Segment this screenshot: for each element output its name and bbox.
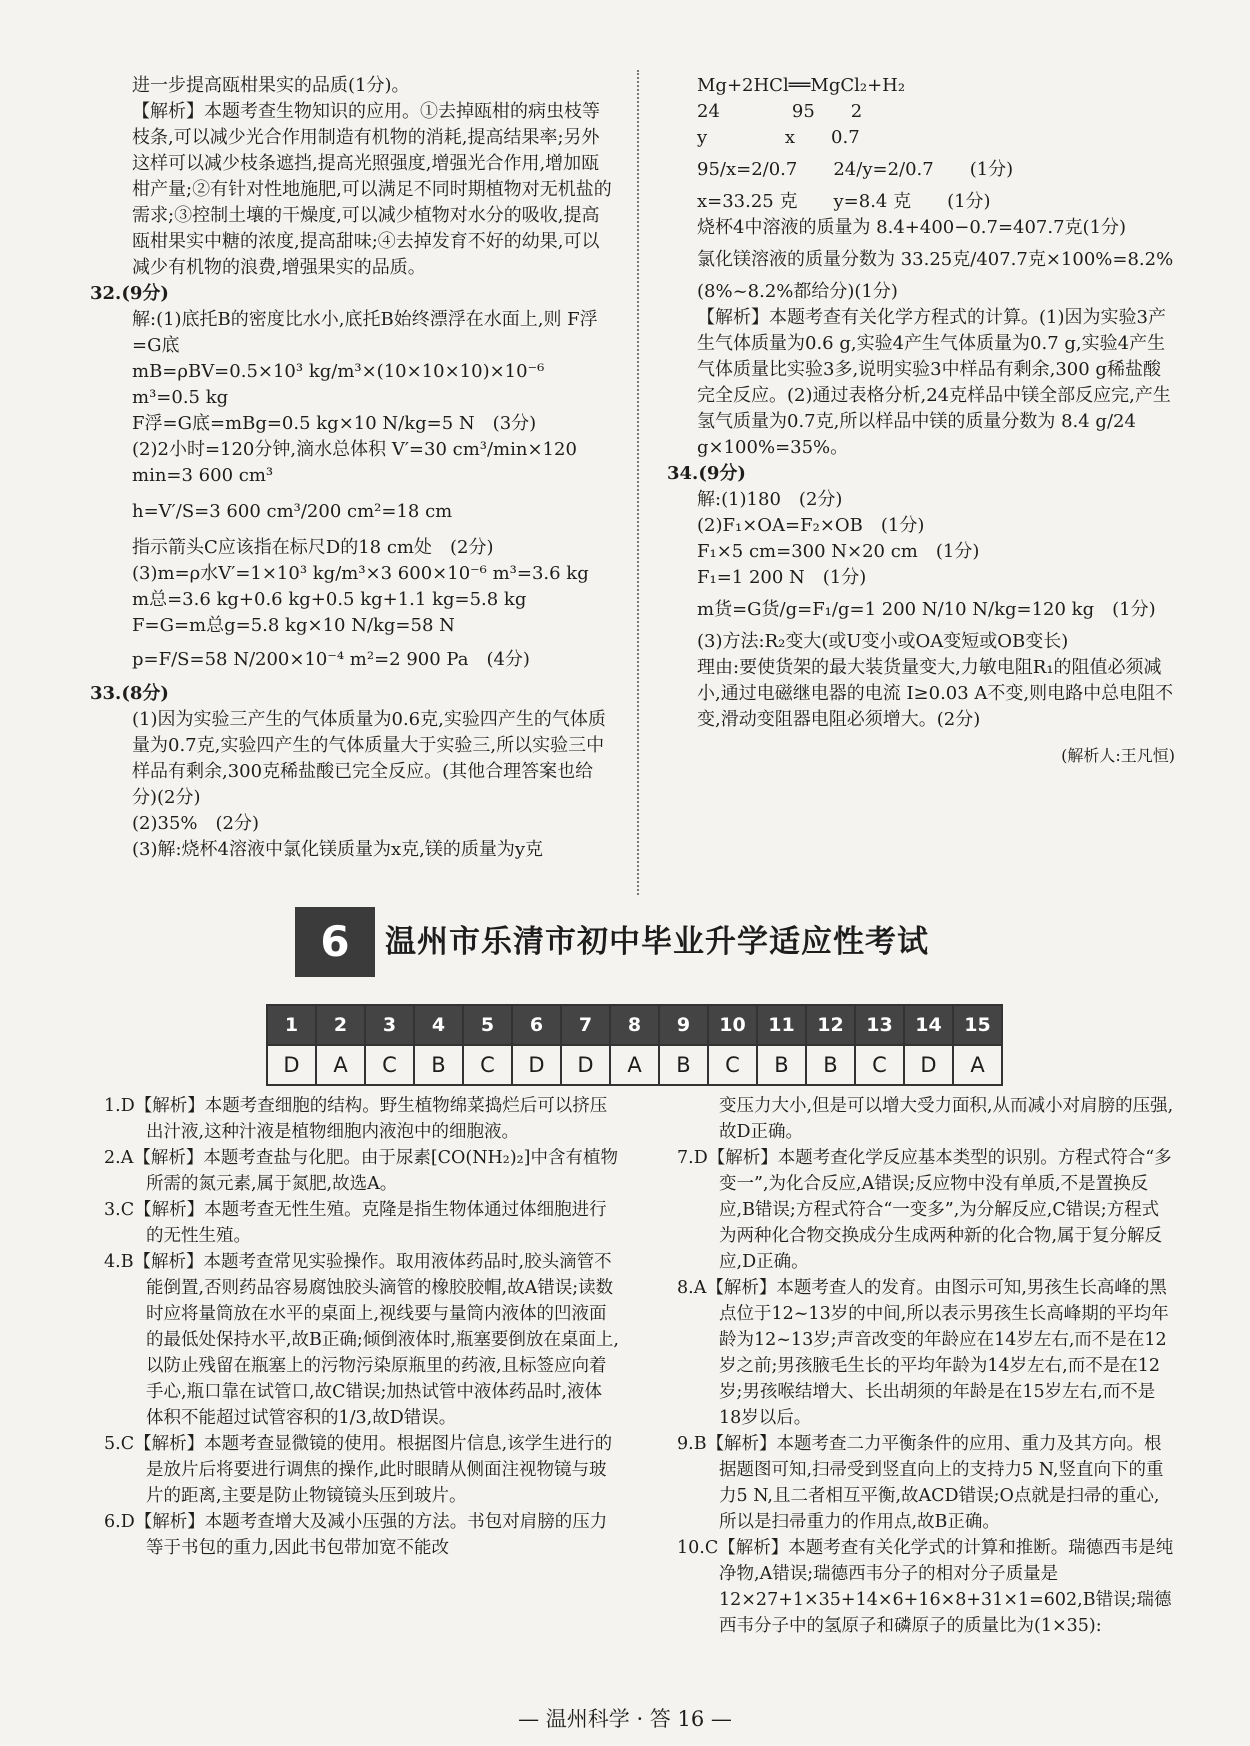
- section-number: 6: [295, 907, 375, 977]
- text-line: (2)2小时=120分钟,滴水总体积 V′=30 cm³/min×120 min=3 600 cm³: [132, 439, 583, 486]
- answer-explanation: 3.C【解析】本题考查无性生殖。克隆是指生物体通过体细胞进行的无性生殖。: [104, 1200, 607, 1246]
- question-number: 9: [659, 1005, 708, 1045]
- equation-line: Mg+2HCl══MgCl₂+H₂: [697, 75, 906, 96]
- text-line: 理由:要使货架的最大装货量变大,力敏电阻R₁的阻值必须减小,通过电磁继电器的电流 I≥0.03 A不变,则电路中总电阻不变,滑动变阻器电阻必须增大。(2分): [697, 657, 1174, 730]
- text-line: (2)F₁×OA=F₂×OB (1分): [697, 515, 925, 536]
- question-number: 11: [757, 1005, 806, 1045]
- answer-explanation: 8.A【解析】本题考查人的发育。由图示可知,男孩生长高峰的黑点位于12~13岁的中间,所以表示男孩生长高峰期的平均年龄为12~13岁;声音改变的年龄应在14岁左右,而不是在12岁之前;男孩腋毛生长的平均年龄为14岁左右,而不是在12岁;男孩喉结增大、长出胡须的年龄是在15岁左右,而不是18岁以后。: [677, 1278, 1169, 1428]
- lower-right-column: [677, 1093, 1175, 1639]
- answer-cell: C: [365, 1045, 414, 1085]
- equation-line: y x 0.7: [697, 127, 860, 148]
- question-number: 4: [414, 1005, 463, 1045]
- answer-cell: C: [463, 1045, 512, 1085]
- analysis-paragraph: 【解析】本题考查生物知识的应用。①去掉瓯柑的病虫枝等枝条,可以减少光合作用制造有机物的消耗,提高结果率;另外这样可以减少枝条遮挡,提高光照强度,增强光合作用,增加瓯柑产量;②有针对性地施肥,可以满足不同时期植物对无机盐的需求;③控制土壤的干燥度,可以减少植物对水分的吸收,提高瓯柑果实中糖的浓度,提高甜味;④去掉发育不好的幼果,可以减少有机物的浪费,增强果实的品质。: [132, 101, 612, 278]
- upper-left-column: [90, 73, 617, 863]
- answer-explanation: 10.C【解析】本题考查有关化学式的计算和推断。瑞德西韦是纯净物,A错误;瑞德西韦分子的相对分子质量是12×27+1×35+14×6+16×8+31×1=602,B错误;瑞德西韦分子中的氢原子和磷原子的质量比为(1×35):: [677, 1538, 1174, 1636]
- analyst-signature: (解析人:王凡恒): [1061, 746, 1175, 765]
- answer-cell: C: [708, 1045, 757, 1085]
- answer-cell: D: [561, 1045, 610, 1085]
- question-number: 13: [855, 1005, 904, 1045]
- section-title: 温州市乐清市初中毕业升学适应性考试: [385, 924, 929, 960]
- question-number: 7: [561, 1005, 610, 1045]
- text-line: (8%~8.2%都给分)(1分): [697, 281, 898, 302]
- answer-table-answers: [267, 1045, 1002, 1085]
- text-line: 指示箭头C应该指在标尺D的18 cm处 (2分): [132, 537, 494, 558]
- upper-right-column: [667, 73, 1175, 769]
- text-line: mB=ρBV=0.5×10³ kg/m³×(10×10×10)×10⁻⁶ m³=0.5 kg: [132, 361, 551, 408]
- formula-line: p=F/S=58 N/200×10⁻⁴ m²=2 900 Pa (4分): [132, 649, 530, 670]
- text-line: (3)解:烧杯4溶液中氯化镁质量为x克,镁的质量为y克: [132, 839, 544, 860]
- answer-cell: D: [904, 1045, 953, 1085]
- answer-explanation: 6.D【解析】本题考查增大及减小压强的方法。书包对肩膀的压力等于书包的重力,因此书包带加宽不能改: [104, 1512, 608, 1558]
- text-line: F₁=1 200 N (1分): [697, 567, 867, 588]
- analysis-paragraph: 【解析】本题考查有关化学方程式的计算。(1)因为实验3产生气体质量为0.6 g,实验4产生气体质量为0.7 g,实验4产生气体质量比实验3多,说明实验3中样品有剩余,300 g稀盐酸完全反应。(2)通过表格分析,24克样品中镁全部反应完,产生氢气质量为0.7克,所以样品中镁的质量分数为 8.4 g/24 g×100%=35%。: [697, 307, 1171, 458]
- question-heading: 34.(9分): [667, 463, 746, 484]
- text-line: m总=3.6 kg+0.6 kg+0.5 kg+1.1 kg=5.8 kg: [132, 589, 527, 610]
- question-number: 15: [953, 1005, 1002, 1045]
- column-divider: [637, 70, 639, 895]
- lower-left-column: [104, 1093, 619, 1561]
- answer-cell: B: [757, 1045, 806, 1085]
- text-line: 解:(1)180 (2分): [697, 489, 843, 510]
- question-number: 12: [806, 1005, 855, 1045]
- formula-line: 氯化镁溶液的质量分数为 33.25克/407.7克×100%=8.2%: [697, 249, 1174, 270]
- answer-explanation: 4.B【解析】本题考查常见实验操作。取用液体药品时,胶头滴管不能倒置,否则药品容易腐蚀胶头滴管的橡胶胶帽,故A错误;读数时应将量筒放在水平的桌面上,视线要与量筒内液体的凹液面的最低处保持水平,故B正确;倾倒液体时,瓶塞要倒放在桌面上,以防止残留在瓶塞上的污物污染原瓶里的药液,且标签应向着手心,瓶口靠在试管口,故C错误;加热试管中液体药品时,液体体积不能超过试管容积的1/3,故D错误。: [104, 1252, 619, 1428]
- formula-line: 95/x=2/0.7 24/y=2/0.7 (1分): [697, 159, 1014, 180]
- text-line: F浮=G底=mBg=0.5 kg×10 N/kg=5 N (3分): [132, 413, 537, 434]
- question-heading: 32.(9分): [90, 283, 169, 304]
- question-number: 5: [463, 1005, 512, 1045]
- text-line: (3)m=ρ水V′=1×10³ kg/m³×3 600×10⁻⁶ m³=3.6 kg: [132, 563, 589, 584]
- question-number: 2: [316, 1005, 365, 1045]
- question-number: 14: [904, 1005, 953, 1045]
- text-line: 解:(1)底托B的密度比水小,底托B始终漂浮在水面上,则 F浮=G底: [132, 309, 598, 356]
- text-line: F=G=m总g=5.8 kg×10 N/kg=58 N: [132, 615, 455, 636]
- text-line: F₁×5 cm=300 N×20 cm (1分): [697, 541, 980, 562]
- answer-explanation: 7.D【解析】本题考查化学反应基本类型的识别。方程式符合“多变一”,为化合反应,A错误;反应物中没有单质,不是置换反应,B错误;方程式符合“一变多”,为分解反应,C错误;方程式为两种化合物交换成分生成两种新的化合物,属于复分解反应,D正确。: [677, 1148, 1172, 1272]
- question-number: 3: [365, 1005, 414, 1045]
- answer-table-numbers: [267, 1005, 1002, 1045]
- formula-line: m货=G货/g=F₁/g=1 200 N/10 N/kg=120 kg (1分): [697, 599, 1156, 620]
- answer-cell: A: [610, 1045, 659, 1085]
- answer-explanation: 5.C【解析】本题考查显微镜的使用。根据图片信息,该学生进行的是放片后将要进行调焦的操作,此时眼睛从侧面注视物镜与玻片的距离,主要是防止物镜镜头压到玻片。: [104, 1434, 613, 1506]
- answer-cell: C: [855, 1045, 904, 1085]
- section-heading: [295, 907, 1000, 977]
- answer-cell: A: [953, 1045, 1002, 1085]
- answer-cell: B: [659, 1045, 708, 1085]
- text-line: (2)35% (2分): [132, 813, 260, 834]
- answer-explanation: 2.A【解析】本题考查盐与化肥。由于尿素[CO(NH₂)₂]中含有植物所需的氮元素,属于氮肥,故选A。: [104, 1148, 618, 1194]
- text-line: 烧杯4中溶液的质量为 8.4+400−0.7=407.7克(1分): [697, 217, 1127, 238]
- question-number: 6: [512, 1005, 561, 1045]
- equation-line: 24 95 2: [697, 101, 863, 122]
- question-number: 10: [708, 1005, 757, 1045]
- answer-cell: B: [806, 1045, 855, 1085]
- text-line: (1)因为实验三产生的气体质量为0.6克,实验四产生的气体质量为0.7克,实验四产生的气体质量大于实验三,所以实验三中样品有剩余,300克稀盐酸已完全反应。(其他合理答案也给分)(2分): [132, 709, 606, 808]
- answer-cell: A: [316, 1045, 365, 1085]
- answer-explanation: 变压力大小,但是可以增大受力面积,从而减小对肩膀的压强,故D正确。: [719, 1096, 1174, 1142]
- answer-cell: D: [512, 1045, 561, 1085]
- text-line: x=33.25 克 y=8.4 克 (1分): [697, 191, 991, 212]
- answer-explanation: 9.B【解析】本题考查二力平衡条件的应用、重力及其方向。根据题图可知,扫帚受到竖直向上的支持力5 N,竖直向下的重力5 N,且二者相互平衡,故ACD错误;O点就是扫帚的重心,所以是扫帚重力的作用点,故B正确。: [677, 1434, 1164, 1532]
- answer-explanation: 1.D【解析】本题考查细胞的结构。野生植物绵菜捣烂后可以挤压出汁液,这种汁液是植物细胞内液泡中的细胞液。: [104, 1096, 608, 1142]
- question-heading: 33.(8分): [90, 683, 169, 704]
- text-line: (3)方法:R₂变大(或U变小或OA变短或OB变长): [697, 631, 1069, 652]
- answer-table: [266, 1004, 1003, 1086]
- answer-cell: B: [414, 1045, 463, 1085]
- question-number: 8: [610, 1005, 659, 1045]
- formula-line: h=V′/S=3 600 cm³/200 cm²=18 cm: [132, 501, 453, 522]
- page-footer: — 温州科学 · 答 16 —: [518, 1707, 732, 1731]
- text-line: 进一步提高瓯柑果实的品质(1分)。: [132, 75, 410, 96]
- answer-cell: D: [267, 1045, 316, 1085]
- question-number: 1: [267, 1005, 316, 1045]
